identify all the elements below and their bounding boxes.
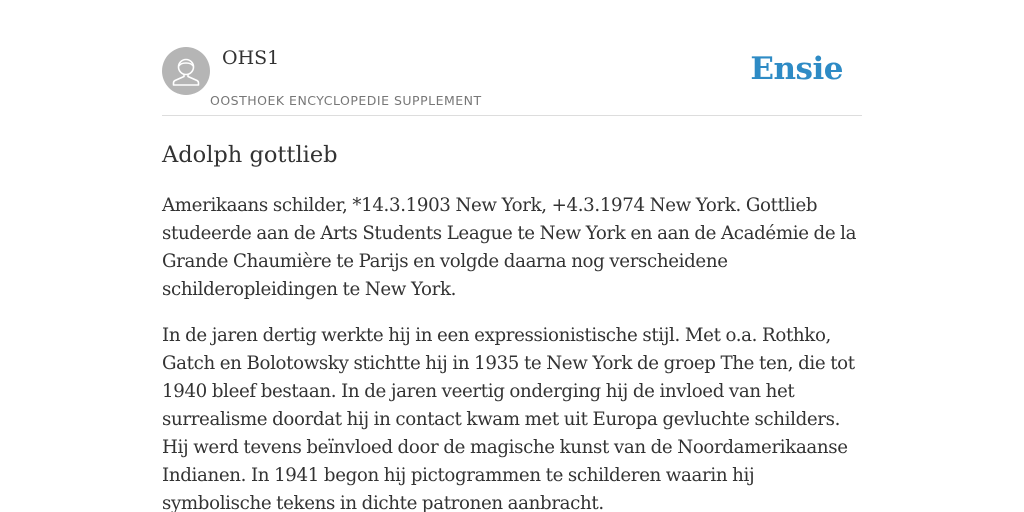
author-link[interactable]: OHS1: [222, 47, 280, 69]
source-label: OOSTHOEK ENCYCLOPEDIE SUPPLEMENT: [210, 93, 482, 108]
header: [162, 0, 862, 116]
content-container: [162, 0, 862, 512]
brand-logo[interactable]: Ensie: [750, 51, 843, 87]
article-paragraph: In de jaren dertig werkte hij in een expressionistische stijl. Met o.a. Rothko, Gatch en Bolotowsky stichtte hij in 1935 te New York de groep The ten, die tot 1940 bleef bestaan. In de jaren veertig onderging hij de invloed van het surrealisme doordat hij in contact kwam met uit Europa gevluchte schilders. Hij werd tevens beïnvloed door de magische kunst van de Noordamerikaanse Indianen. In 1941 begon hij pictogrammen te schilderen waarin hij symbolische tekens in dichte patronen aanbracht.: [162, 325, 855, 512]
article-paragraph: Amerikaans schilder, *14.3.1903 New York, +4.3.1974 New York. Gottlieb studeerde aan de Arts Students League te New York en aan de Académie de la Grande Chaumière te Parijs en volgde daarna nog verscheidene schilderopleidingen te New York.: [162, 195, 857, 300]
article-title: Adolph gottlieb: [162, 142, 338, 168]
user-avatar-icon[interactable]: [162, 47, 210, 95]
article-body: [162, 192, 862, 512]
